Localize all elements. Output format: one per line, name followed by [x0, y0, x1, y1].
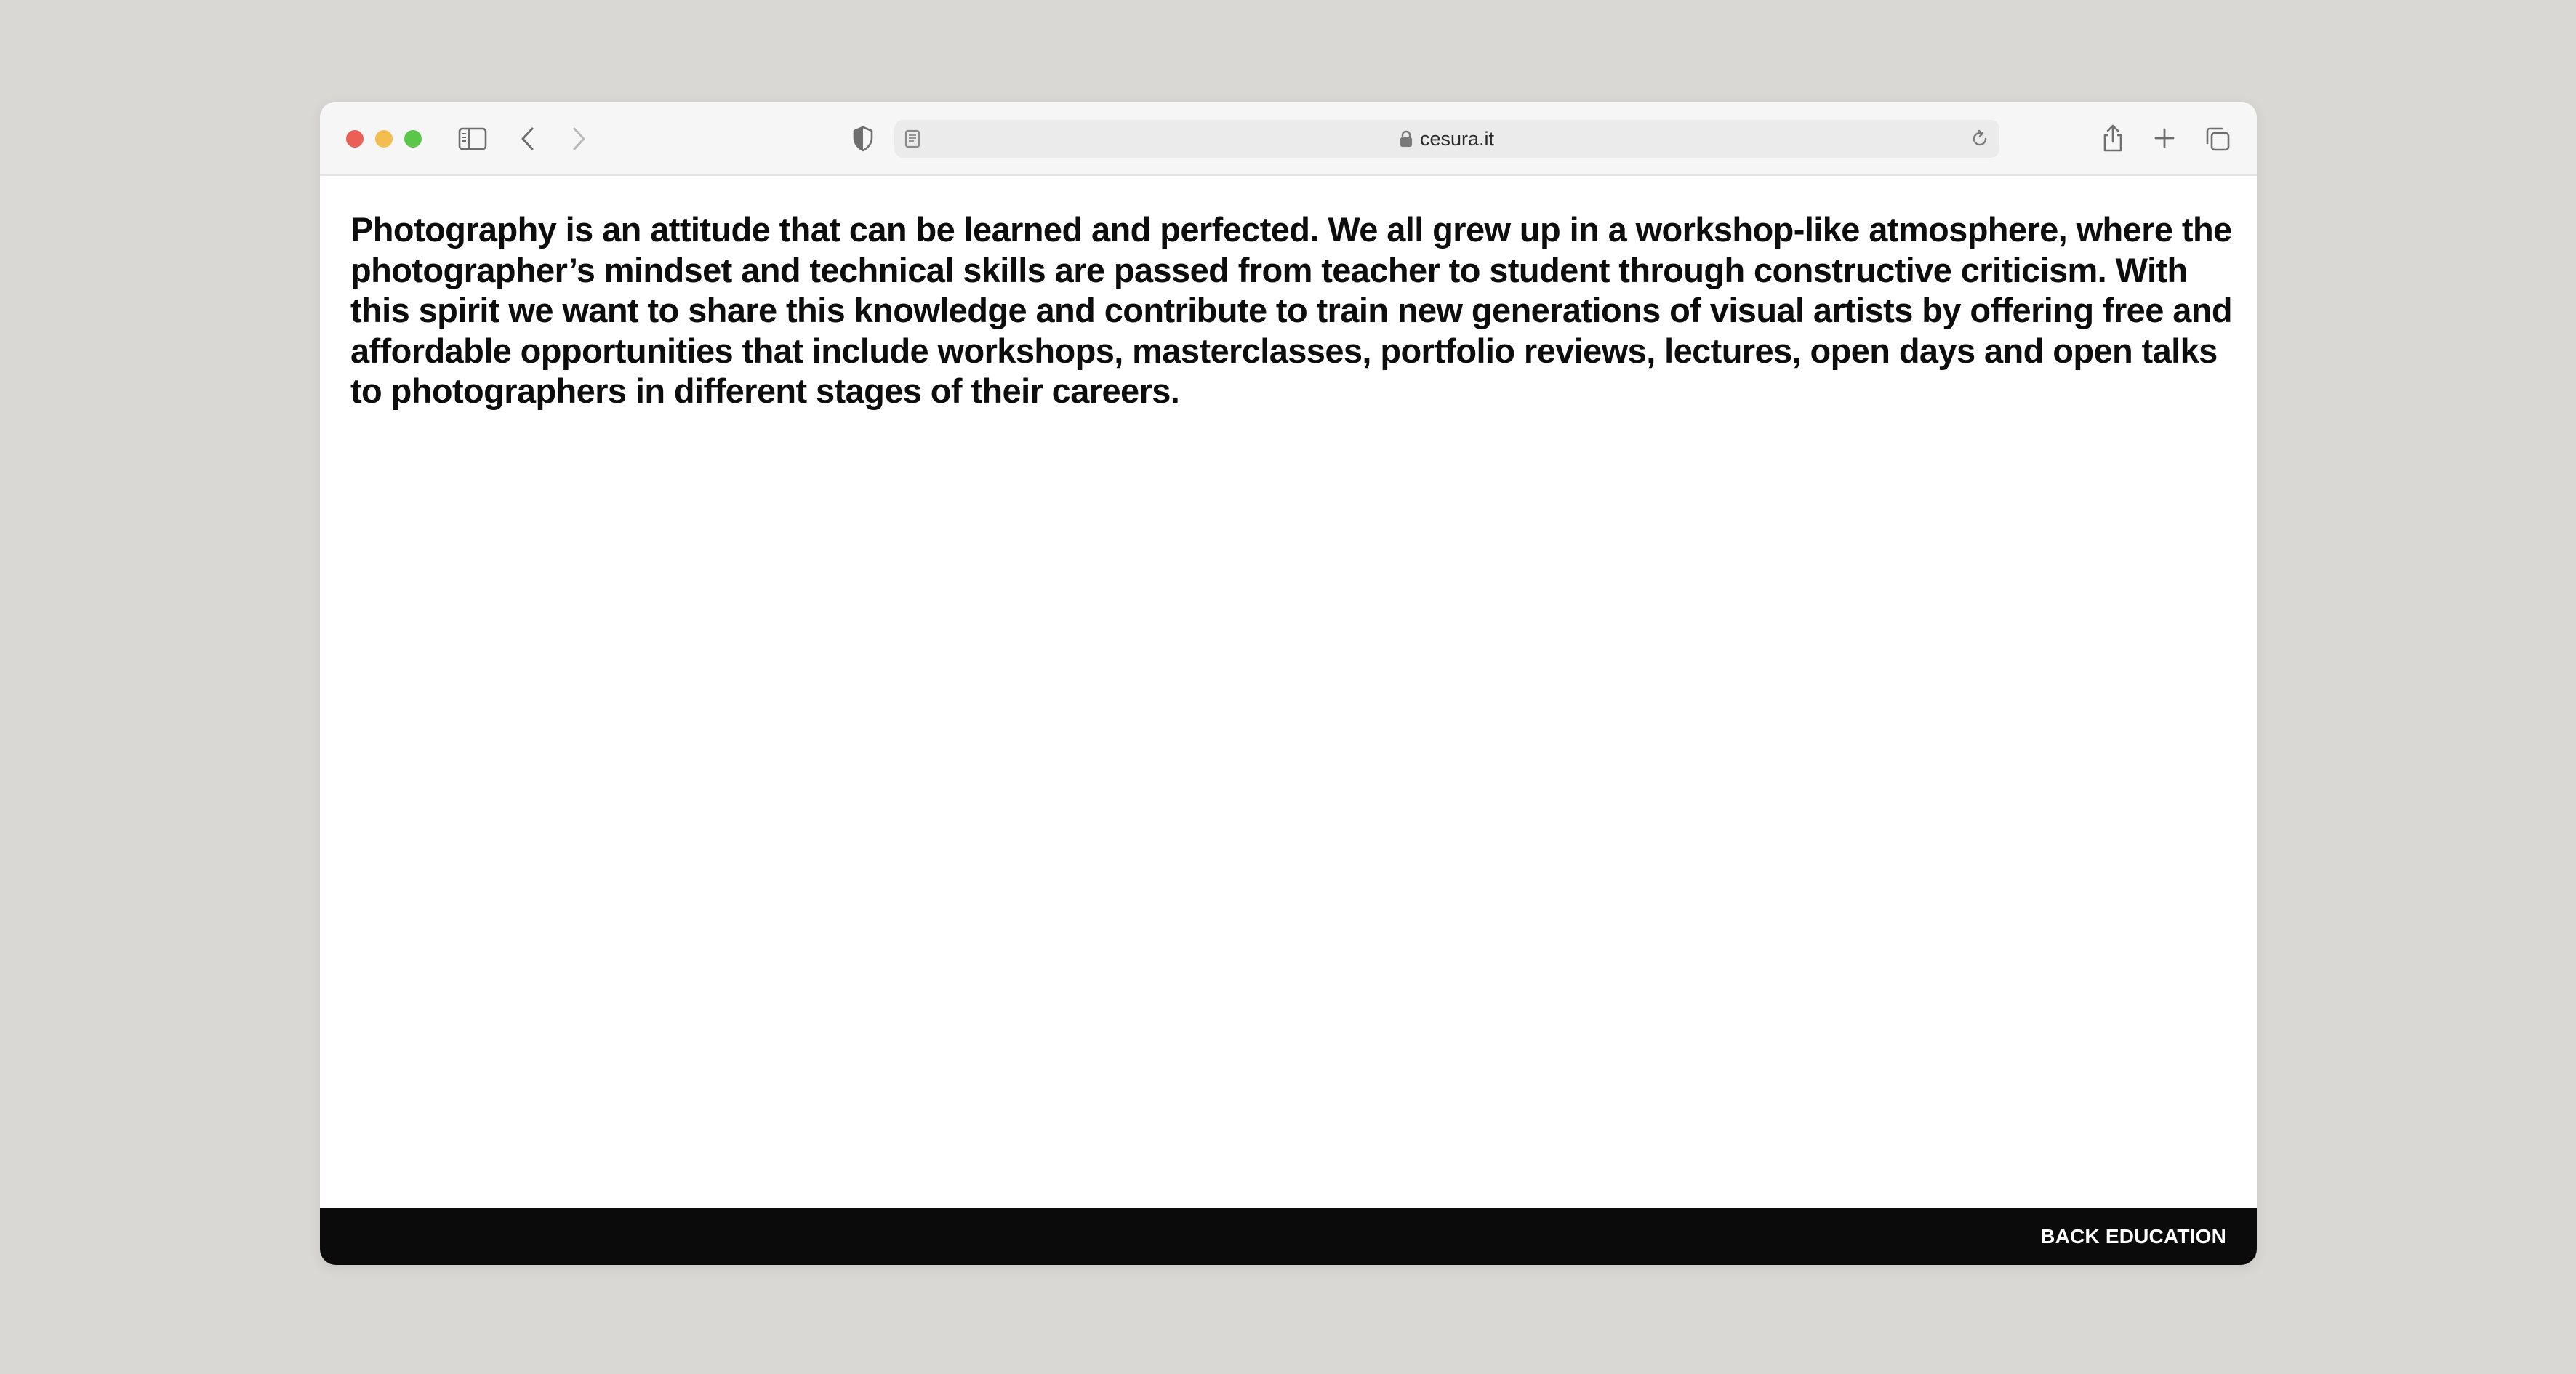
- privacy-shield-icon[interactable]: [852, 126, 874, 152]
- url-text: cesura.it: [1419, 128, 1495, 150]
- back-education-link[interactable]: BACK EDUCATION: [2040, 1225, 2226, 1248]
- address-url[interactable]: [894, 120, 1999, 158]
- sidebar-icon[interactable]: [458, 127, 487, 150]
- reload-icon[interactable]: [1970, 129, 1989, 148]
- tab-overview-icon[interactable]: [2204, 126, 2231, 152]
- forward-icon[interactable]: [570, 126, 587, 151]
- footer-bar: [320, 1208, 2257, 1265]
- zoom-window-button[interactable]: [404, 130, 422, 148]
- close-window-button[interactable]: [346, 130, 364, 148]
- page-content: [350, 209, 2241, 411]
- browser-window: [320, 102, 2257, 1265]
- lock-icon: [1400, 130, 1413, 148]
- intro-paragraph: Photography is an attitude that can be learned and perfected. We all grew up in a workshop-like atmosphere, where the photographer’s mindset and technical skills are passed from teacher to student through constructive criticism. With this spirit we want to share this knowledge and contribute to train new generations of visual artists by offering free and affordable opportunities that include workshops, masterclasses, portfolio reviews, lectures, open days and open talks to photographers in different stages of their careers.: [350, 210, 2232, 410]
- new-tab-icon[interactable]: [2154, 127, 2175, 149]
- minimize-window-button[interactable]: [375, 130, 393, 148]
- browser-toolbar: [320, 102, 2257, 176]
- share-icon[interactable]: [2101, 124, 2124, 153]
- address-bar[interactable]: [894, 120, 1999, 158]
- back-icon[interactable]: [519, 126, 537, 151]
